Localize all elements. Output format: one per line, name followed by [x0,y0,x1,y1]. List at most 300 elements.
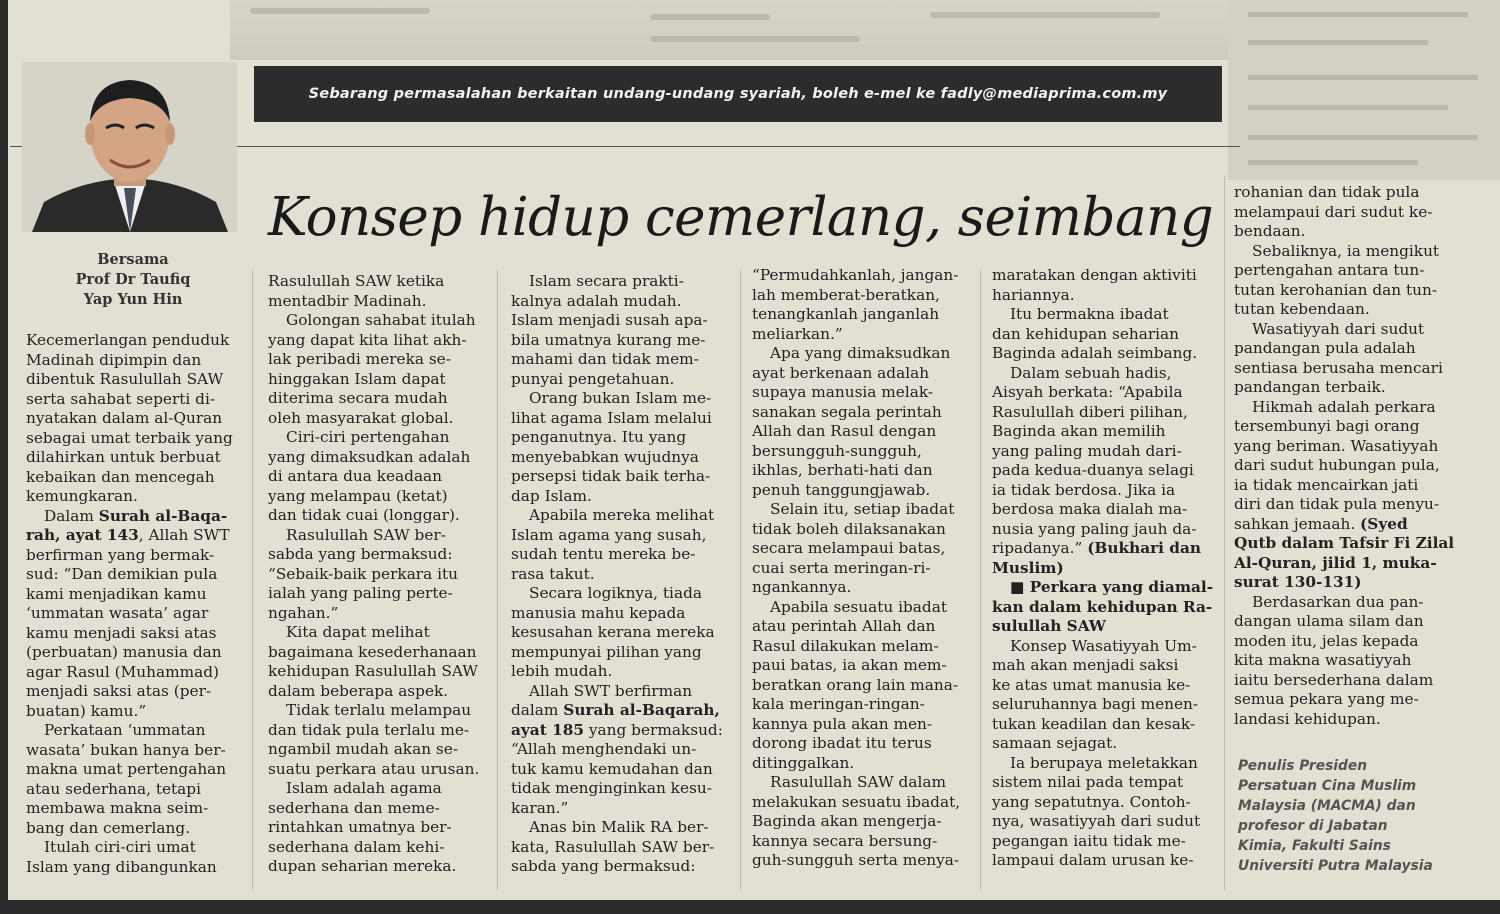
byline-line-3: Yap Yun Hin [83,291,183,308]
text-run: dangan ulama silam dan [1234,612,1424,630]
text-run: Apabila mereka melihat [529,506,715,524]
text-line [1234,261,1464,281]
text-run: Dalam [44,506,99,525]
text-run: nya, wasatiyyah dari sudut [992,812,1201,830]
text-run: yang sepatutnya. Contoh- [992,792,1191,811]
paragraph [268,623,490,701]
text-run: ‘ummatan wasata’ agar [26,604,209,622]
text-run: sistem nilai pada tempat [992,773,1184,791]
bold-text: Surah al-Baqarah, [563,701,720,719]
text-line [268,448,490,468]
column-divider [980,270,981,890]
text-line [511,409,733,429]
text-run: Orang bukan Islam me- [529,389,712,407]
text-line [26,585,248,605]
text-run: di antara dua keadaan [268,467,443,485]
text-run: , Allah SWT [138,526,230,544]
text-run: kata, Rasulullah SAW ber- [511,837,715,856]
text-line [26,526,248,546]
text-line [511,448,733,468]
text-run: Konsep Wasatiyyah Um- [1010,636,1197,655]
text-line [268,409,490,429]
text-line [511,643,733,663]
text-line [992,403,1218,423]
text-line [511,818,733,838]
text-run: kebaikan dan mencegah [26,467,215,486]
text-run: manusia mahu kepada [511,603,686,622]
paragraph [1234,320,1464,398]
text-line [511,467,733,487]
text-line [752,403,974,423]
text-line [1234,710,1464,730]
text-line [511,799,733,819]
text-line [511,370,733,390]
paragraph [268,701,490,779]
text-run: hinggakan Islam dapat [268,369,446,388]
text-run: beratkan orang lain mana- [752,675,959,694]
text-line [26,643,248,663]
text-line [1234,281,1464,301]
text-line [26,507,248,527]
text-run: kannya pula akan men- [752,714,933,733]
text-line [511,526,733,546]
text-run: Baginda akan mengerja- [752,812,942,830]
bleed-through-right [1228,0,1500,180]
paragraph [752,598,974,774]
text-run: Berdasarkan dua pan- [1252,592,1424,611]
text-run: Ciri-ciri pertengahan [286,428,450,446]
signature-line: Malaysia (MACMA) dan [1238,798,1416,814]
text-line [268,292,490,312]
text-run: kesusahan kerana mereka [511,623,715,641]
text-line [511,760,733,780]
text-line [268,760,490,780]
paragraph [511,682,733,819]
text-run: Madinah dipimpin dan [26,350,202,369]
text-line [1234,476,1464,496]
text-line [268,818,490,838]
text-run: serta sahabat seperti di- [26,389,216,408]
text-line [26,546,248,566]
text-run: tutan kebendaan. [1234,300,1370,318]
text-line [992,656,1218,676]
column-divider [497,270,498,890]
paragraph [752,266,974,344]
text-run: Kecemerlangan penduduk [26,331,230,349]
text-run: supaya manusia melak- [752,383,934,401]
text-line [992,676,1218,696]
bold-text: surat 130-131) [1234,573,1362,591]
text-run: Apa yang dimaksudkan [770,344,951,362]
text-run: “Allah menghendaki un- [511,740,697,758]
text-run: ngambil mudah akan se- [268,740,458,758]
bold-text: kan dalam kehidupan Ra- [992,597,1213,616]
text-run: Rasul dilakukan melam- [752,636,939,655]
text-run: sahkan jemaah. [1234,514,1361,533]
text-line [26,702,248,722]
paragraph [992,637,1218,754]
text-line [26,858,248,878]
article-column-1 [26,331,248,877]
text-run: tidak boleh dilaksanakan [752,519,946,538]
text-run: maratakan dengan aktiviti [992,266,1197,284]
email-banner: Sebarang permasalahan berkaitan undang-undang syariah, boleh e-mel ke fadly@mediaprima.com.my [254,66,1222,122]
paragraph [511,584,733,682]
text-line [268,467,490,487]
text-line [511,623,733,643]
text-run: pertengahan antara tun- [1234,261,1425,279]
text-line [26,448,248,468]
paragraph [268,428,490,526]
author-portrait-image [22,62,237,232]
paragraph [992,305,1218,364]
text-line [752,500,974,520]
text-line [26,682,248,702]
text-line [511,311,733,331]
text-run: Selain itu, setiap ibadat [770,500,955,518]
text-run: dan tidak cuai (longgar). [268,506,460,524]
text-run: penganutnya. Itu yang [511,428,687,446]
text-line [1234,651,1464,671]
text-run: pada kedua-duanya selagi [992,461,1194,479]
column-divider [740,270,741,890]
text-line [511,604,733,624]
text-line [511,838,733,858]
text-run: punyai pengetahuan. [511,369,675,388]
paragraph [26,331,248,507]
scan-bottom-edge [0,900,1500,914]
text-run: suatu perkara atau urusan. [268,759,480,778]
text-run: berfirman yang bermak- [26,545,215,564]
text-run: mentadbir Madinah. [268,291,427,310]
text-run: “Sebaik-baik perkara itu [268,564,458,583]
text-line [1234,515,1464,535]
text-run: Kita dapat melihat [286,623,430,641]
text-line [268,584,490,604]
text-run: buatan) kamu.” [26,701,147,720]
text-line [1234,612,1464,632]
paragraph [1234,183,1464,242]
text-run: yang dapat kita lihat akh- [268,330,467,349]
text-run: nyatakan dalam al-Quran [26,409,223,427]
text-line [1234,203,1464,223]
article-column-5 [992,266,1218,871]
text-line [1234,183,1464,203]
text-run: melakukan sesuatu ibadat, [752,792,961,811]
text-line [268,350,490,370]
text-line [992,539,1218,559]
text-run: yang dimaksudkan adalah [268,447,471,466]
article-column-4 [752,266,974,871]
signature-line: Persatuan Cina Muslim [1238,778,1417,794]
article-headline: Konsep hidup cemerlang, seimbang [268,187,1214,248]
text-line [1234,456,1464,476]
paragraph [268,779,490,877]
text-line [752,461,974,481]
text-run: kamu menjadi saksi atas [26,623,217,642]
text-line [1234,534,1464,554]
text-run: yang beriman. Wasatiyyah [1234,436,1439,455]
bold-text: Surah al-Baqa- [98,506,228,525]
paragraph [1234,593,1464,730]
text-line [268,701,490,721]
text-line [752,656,974,676]
paragraph [752,500,974,598]
text-run: sabda yang bermaksud: [511,857,696,875]
text-run: makna umat pertengahan [26,760,227,778]
text-run: ngahan.” [268,603,339,622]
text-run: ripadanya.” [992,539,1088,557]
text-line [511,721,733,741]
text-line [26,741,248,761]
text-run: mah akan menjadi saksi [992,656,1179,674]
text-run: ditinggalkan. [752,753,855,772]
text-run: Islam menjadi susah apa- [511,311,708,329]
text-line [268,623,490,643]
text-run: pegangan iaitu tidak me- [992,831,1186,850]
text-line [752,812,974,832]
text-line [268,545,490,565]
text-line [752,578,974,598]
text-line [268,389,490,409]
text-line [752,598,974,618]
bold-text: rah, ayat 143 [26,526,139,544]
text-line [268,487,490,507]
text-line [992,695,1218,715]
text-run: ialah yang paling perte- [268,584,453,602]
paragraph [268,526,490,624]
text-line [752,851,974,871]
text-line [992,793,1218,813]
text-run: “Permudahkanlah, jangan- [752,266,959,284]
paragraph [511,506,733,584]
text-run: dap Islam. [511,486,592,505]
text-run: bendaan. [1234,222,1306,240]
text-line [752,520,974,540]
text-run: Aisyah berkata: “Apabila [992,383,1183,401]
column-divider [1224,175,1225,890]
text-run: Tidak terlalu melampau [286,701,472,719]
text-line [992,383,1218,403]
text-run: pandangan terbaik. [1234,378,1386,396]
text-line [1234,671,1464,691]
text-run: kemungkaran. [26,487,138,505]
text-run: menjadi saksi atas (per- [26,682,212,700]
text-run: Secara logiknya, tiada [529,584,702,602]
text-line [992,754,1218,774]
text-run: mempunyai pilihan yang [511,642,702,661]
text-line [26,429,248,449]
text-line [752,754,974,774]
text-line [268,662,490,682]
text-line [268,682,490,702]
text-run: rohanian dan tidak pula [1234,183,1420,201]
text-line [511,740,733,760]
text-line [752,266,974,286]
text-run: ke atas umat manusia ke- [992,675,1191,694]
text-run: Hikmah adalah perkara [1252,397,1436,416]
text-run: Islam agama yang susah, [511,525,707,544]
text-line [992,617,1218,637]
text-run: Islam secara prakti- [529,272,684,290]
text-run: dalam [511,701,564,719]
text-run: meliarkan.” [752,324,843,343]
text-line [511,682,733,702]
bold-text: (Bukhari dan [1087,539,1202,557]
text-run: oleh masyarakat global. [268,408,454,427]
text-line [26,565,248,585]
bold-text: ■ Perkara yang diamal- [1010,578,1214,596]
article-column-3 [511,272,733,877]
text-line [511,389,733,409]
article-column-2 [268,272,490,877]
text-run: kami menjadikan kamu [26,584,207,603]
text-line [268,428,490,448]
text-line [752,422,974,442]
text-run: bang dan cemerlang. [26,818,191,837]
signature-line: profesor di Jabatan [1238,818,1388,834]
paragraph [992,754,1218,871]
text-line [26,390,248,410]
byline-line-2: Prof Dr Taufiq [75,271,191,288]
text-line [268,740,490,760]
text-run: ikhlas, berhati-hati dan [752,461,933,479]
text-line [1234,222,1464,242]
text-line [992,325,1218,345]
text-line [1234,417,1464,437]
text-run: Golongan sahabat itulah [286,311,476,329]
paragraph [268,311,490,428]
text-run: dan kehidupan seharian [992,324,1180,343]
text-run: melampaui dari sudut ke- [1234,202,1433,221]
text-run: tukan keadilan dan kesak- [992,714,1196,733]
text-run: diri dan tidak pula menyu- [1234,495,1440,513]
text-run: sud: “Dan demikian pula [26,565,218,583]
text-line [26,799,248,819]
text-run: agar Rasul (Muhammad) [26,662,219,681]
text-run: dibentuk Rasulullah SAW [26,370,224,388]
text-line [992,578,1218,598]
paragraph [511,389,733,506]
text-run: Perkataan ‘ummatan [44,721,206,739]
paragraph [992,364,1218,579]
text-line [26,624,248,644]
text-run: secara melampaui batas, [752,539,946,557]
text-line [26,351,248,371]
text-run: landasi kehidupan. [1234,709,1381,728]
text-run: sederhana dan meme- [268,798,440,817]
bold-text: Al-Quran, jilid 1, muka- [1234,553,1437,572]
text-line [26,819,248,839]
text-run: wasata’ bukan hanya ber- [26,740,226,759]
text-line [992,422,1218,442]
text-line [511,292,733,312]
text-line [752,325,974,345]
text-run: Apabila sesuatu ibadat [770,597,947,616]
text-line [752,617,974,637]
text-line [26,409,248,429]
paragraph [511,818,733,877]
paragraph [992,578,1218,637]
text-run: bagaimana kesederhanaan [268,642,477,661]
text-line [268,331,490,351]
text-run: lah memberat-beratkan, [752,285,940,304]
paragraph [1234,398,1464,593]
text-run: sebagai umat terbaik yang [26,428,233,447]
text-run: sederhana dalam kehi- [268,837,445,856]
text-line [1234,359,1464,379]
text-line [752,676,974,696]
text-run: lak peribadi mereka se- [268,350,451,368]
text-line [511,701,733,721]
text-run: kannya secara bersung- [752,831,938,850]
text-line [26,838,248,858]
text-line [268,721,490,741]
text-run: Anas bin Malik RA ber- [529,818,709,836]
text-line [511,662,733,682]
text-run: Allah dan Rasul dengan [752,422,937,440]
text-line [992,520,1218,540]
text-run: menyebabkan wujudnya [511,447,699,466]
text-line [1234,378,1464,398]
text-run: yang bermaksud: [584,720,723,739]
text-line [26,370,248,390]
text-line [992,734,1218,754]
text-line [992,481,1218,501]
text-run: dari sudut hubungan pula, [1234,456,1440,474]
text-run: sanakan segala perintah [752,402,942,421]
text-run: Islam yang dibangunkan [26,857,217,876]
text-line [268,799,490,819]
text-run: bersungguh-sungguh, [752,441,922,460]
text-line [752,383,974,403]
text-line [992,364,1218,384]
text-run: tersembunyi bagi orang [1234,417,1420,435]
text-line [511,428,733,448]
text-line [1234,632,1464,652]
article-column-6 [1234,183,1464,729]
text-run: Baginda adalah seimbang. [992,344,1198,362]
text-run: sabda yang bermaksud: [268,545,453,563]
author-byline [38,250,228,310]
text-line [268,526,490,546]
text-line [752,364,974,384]
text-line [752,286,974,306]
text-line [992,773,1218,793]
scan-edge [0,0,8,914]
text-line [1234,690,1464,710]
text-line [26,663,248,683]
paragraph [511,272,733,389]
text-line [511,779,733,799]
text-line [1234,554,1464,574]
text-line [992,559,1218,579]
text-line [992,305,1218,325]
signature-line: Penulis Presiden [1238,758,1368,774]
author-photo [22,62,237,232]
text-run: dilahirkan untuk berbuat [26,448,221,466]
text-line [268,370,490,390]
text-run: hariannya. [992,285,1075,304]
text-run: rasa takut. [511,564,595,583]
text-run: Dalam sebuah hadis, [1010,363,1172,382]
text-line [752,715,974,735]
text-line [752,305,974,325]
text-line [992,500,1218,520]
text-line [511,584,733,604]
text-run: kala meringan-ringan- [752,695,925,713]
text-line [992,266,1218,286]
